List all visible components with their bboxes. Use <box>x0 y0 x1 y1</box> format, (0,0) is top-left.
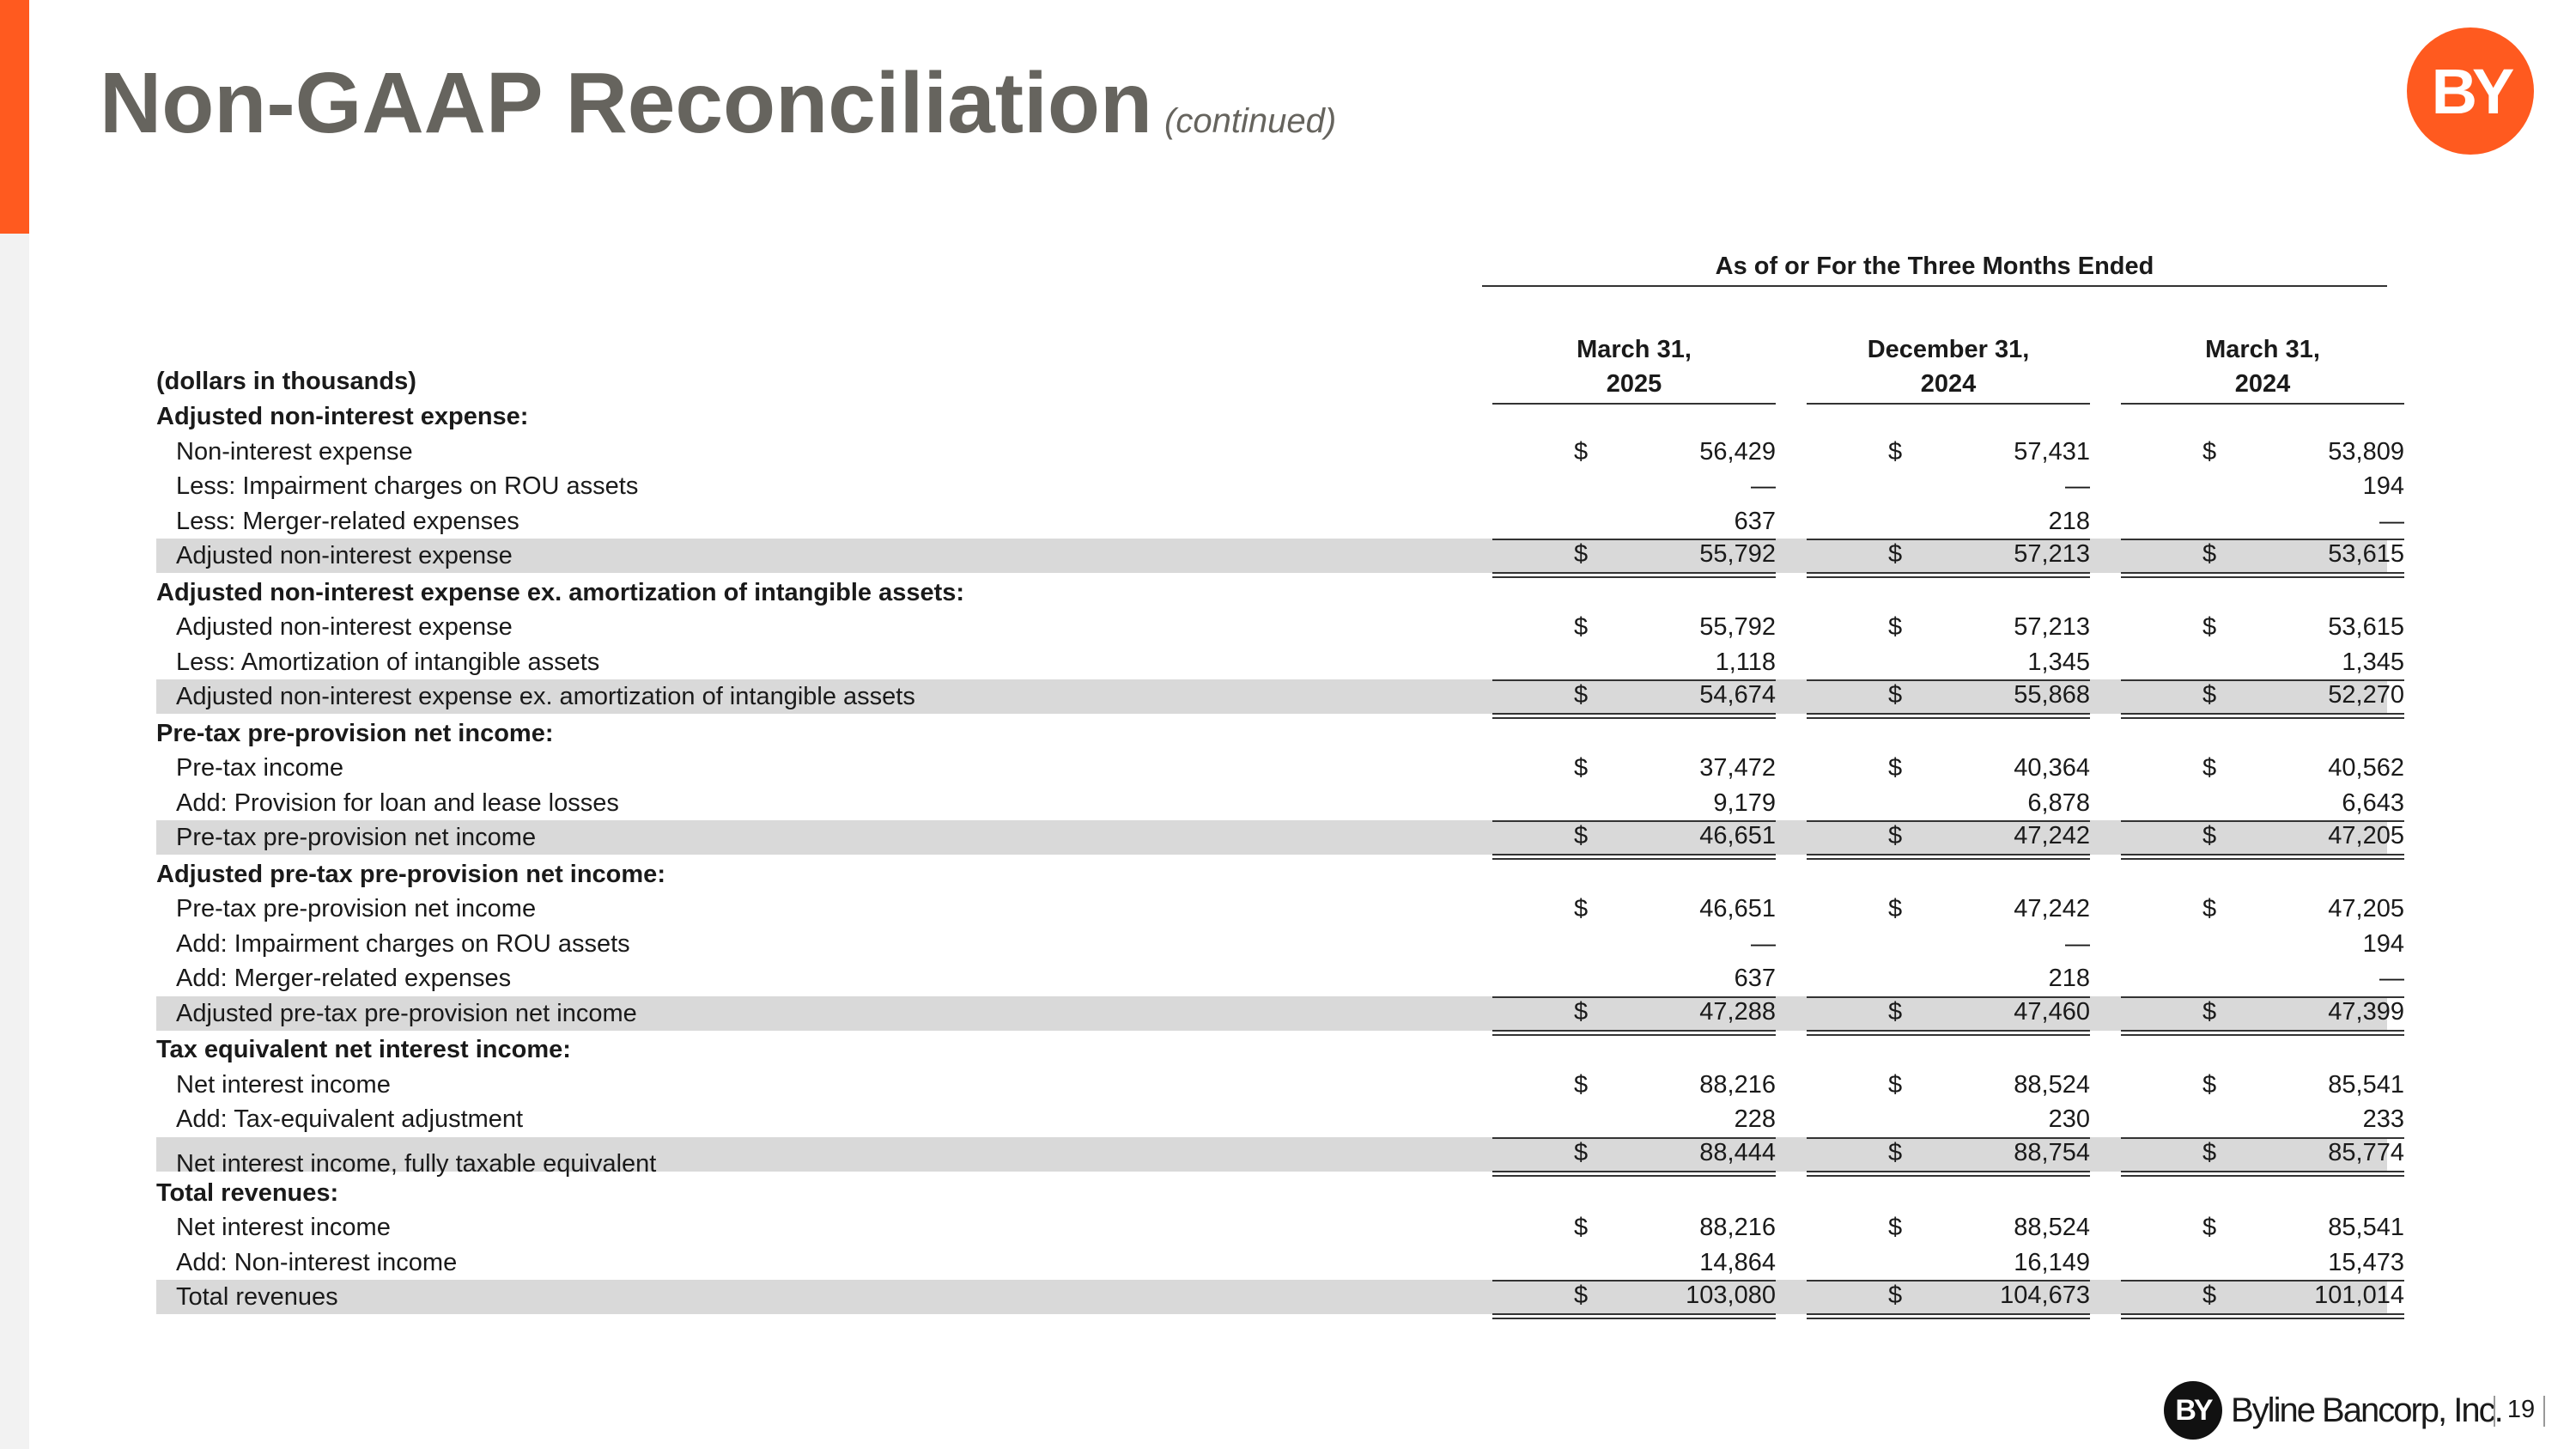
value-cell <box>1807 1249 2090 1278</box>
column-header-1 <box>1492 332 1776 405</box>
value-cell <box>2121 472 2404 502</box>
currency-symbol: $ <box>1888 1138 1903 1166</box>
cell-value: — <box>2379 965 2404 992</box>
row-label: Net interest income <box>176 1070 391 1099</box>
cell-value: 57,213 <box>2014 540 2090 568</box>
currency-symbol: $ <box>1888 822 1903 849</box>
row-label: Add: Impairment charges on ROU assets <box>176 929 630 958</box>
currency-symbol: $ <box>2202 1214 2217 1241</box>
row-label: Add: Non-interest income <box>176 1248 458 1276</box>
total-row <box>0 996 2576 1032</box>
value-cell <box>1807 1280 2090 1314</box>
cell-value: 194 <box>2362 929 2404 958</box>
row-label: Non-interest expense <box>176 437 413 466</box>
row-label: Add: Provision for loan and lease losses <box>176 788 619 817</box>
value-cell <box>2121 438 2404 467</box>
value-cell <box>2121 613 2404 642</box>
currency-symbol: $ <box>1888 997 1903 1026</box>
row-label: Adjusted non-interest expense ex. amortization of intangible assets: <box>156 578 965 606</box>
cell-value: 103,080 <box>1686 1282 1776 1309</box>
table-row <box>0 786 2576 821</box>
table-row <box>0 1210 2576 1245</box>
row-label: Add: Merger-related expenses <box>176 965 512 992</box>
row-label: Less: Amortization of intangible assets <box>176 648 600 676</box>
currency-symbol: $ <box>2202 1070 2217 1099</box>
accent-bar <box>0 0 29 234</box>
cell-value: 37,472 <box>1699 754 1776 782</box>
value-cell <box>1492 1105 1776 1135</box>
row-label: Adjusted pre-tax pre-provision net income <box>176 999 637 1027</box>
value-cell <box>1807 754 2090 783</box>
currency-symbol: $ <box>1888 681 1903 709</box>
currency-symbol: $ <box>1574 754 1589 782</box>
currency-symbol: $ <box>1574 1282 1589 1309</box>
cell-value: 55,868 <box>2014 681 2090 709</box>
value-cell <box>1807 472 2090 502</box>
value-cell <box>2121 648 2404 678</box>
cell-value: 637 <box>1734 507 1776 535</box>
value-cell <box>1492 508 1776 537</box>
row-label: Adjusted pre-tax pre-provision net income: <box>156 860 665 888</box>
cell-value: 1,345 <box>2027 648 2090 676</box>
value-cell <box>2121 1137 2404 1172</box>
column-header-year: 2025 <box>1606 370 1662 398</box>
currency-symbol: $ <box>1574 613 1589 641</box>
value-cell <box>2121 1071 2404 1100</box>
column-header-year: 2024 <box>1920 370 1977 398</box>
value-cell <box>1492 965 1776 994</box>
cell-value: 54,674 <box>1699 681 1776 709</box>
value-cell <box>1492 1071 1776 1100</box>
value-cell <box>2121 679 2404 714</box>
period-header-rule <box>1482 285 2387 287</box>
column-header-2 <box>1807 332 2090 405</box>
cell-value: 1,118 <box>1715 648 1776 676</box>
value-cell <box>1807 613 2090 642</box>
cell-value: 101,014 <box>2314 1282 2404 1309</box>
cell-value: 14,864 <box>1699 1248 1776 1276</box>
value-cell <box>2121 539 2404 573</box>
cell-value: 53,615 <box>2328 613 2404 641</box>
value-cell <box>1807 438 2090 467</box>
cell-value: 637 <box>1734 965 1776 992</box>
section-header-row <box>0 399 2576 435</box>
row-label: Pre-tax pre-provision net income: <box>156 719 554 747</box>
cell-value: 57,213 <box>2014 613 2090 641</box>
currency-symbol: $ <box>1574 1138 1589 1166</box>
currency-symbol: $ <box>2202 681 2217 709</box>
cell-value: 88,444 <box>1699 1138 1776 1166</box>
footer-divider <box>2494 1396 2495 1427</box>
cell-value: — <box>2379 507 2404 535</box>
cell-value: 218 <box>2048 507 2090 535</box>
value-cell <box>1492 648 1776 678</box>
currency-symbol: $ <box>2202 1282 2217 1309</box>
currency-symbol: $ <box>1888 540 1903 568</box>
row-label: Total revenues: <box>156 1178 339 1207</box>
footer-divider <box>2543 1396 2545 1427</box>
cell-value: 46,651 <box>1699 822 1776 849</box>
currency-symbol: $ <box>1888 1214 1903 1241</box>
value-cell <box>1492 1137 1776 1172</box>
cell-value: 104,673 <box>2000 1282 2090 1309</box>
value-cell <box>1492 820 1776 855</box>
cell-value: 47,205 <box>2328 822 2404 849</box>
currency-symbol: $ <box>1888 1282 1903 1309</box>
currency-symbol: $ <box>1574 1070 1589 1099</box>
row-label: Total revenues <box>176 1283 338 1311</box>
cell-value: 228 <box>1734 1105 1776 1133</box>
row-label: Net interest income <box>176 1214 391 1241</box>
currency-symbol: $ <box>1574 895 1589 922</box>
value-cell <box>2121 1214 2404 1243</box>
cell-value: 15,473 <box>2328 1248 2404 1276</box>
section-header-row <box>0 575 2576 611</box>
value-cell <box>1807 930 2090 959</box>
row-label: Less: Impairment charges on ROU assets <box>176 472 639 500</box>
column-header-3 <box>2121 332 2404 405</box>
currency-symbol: $ <box>2202 1138 2217 1166</box>
cell-value: 88,216 <box>1699 1214 1776 1241</box>
currency-symbol: $ <box>2202 997 2217 1026</box>
table-row <box>0 927 2576 962</box>
value-cell <box>1807 648 2090 678</box>
cell-value: 218 <box>2048 965 2090 992</box>
cell-value: 230 <box>2048 1105 2090 1133</box>
value-cell <box>1492 895 1776 924</box>
value-cell <box>1807 508 2090 537</box>
cell-value: 52,270 <box>2328 681 2404 709</box>
column-header-date: December 31, <box>1867 336 2030 363</box>
table-row <box>0 610 2576 645</box>
currency-symbol: $ <box>2202 754 2217 782</box>
column-header-date: March 31, <box>1577 336 1692 363</box>
footer-brand: Byline Bancorp, Inc. <box>2231 1391 2502 1429</box>
total-row <box>0 1280 2576 1315</box>
value-cell <box>1807 539 2090 573</box>
cell-value: 57,431 <box>2014 437 2090 466</box>
value-cell <box>1807 1137 2090 1172</box>
value-cell <box>2121 508 2404 537</box>
currency-symbol: $ <box>2202 613 2217 641</box>
byline-logo-icon: BY <box>2407 27 2534 155</box>
row-label: Net interest income, fully taxable equivalent <box>176 1149 657 1178</box>
title-subtitle: (continued) <box>1164 102 1337 140</box>
total-row <box>0 539 2576 574</box>
cell-value: 6,878 <box>2027 788 2090 817</box>
period-header: As of or For the Three Months Ended <box>1715 253 2154 280</box>
value-cell <box>1492 613 1776 642</box>
value-cell <box>1492 472 1776 502</box>
total-row <box>0 820 2576 855</box>
row-label: Pre-tax pre-provision net income <box>176 895 537 922</box>
value-cell <box>1492 539 1776 573</box>
currency-symbol: $ <box>1888 895 1903 922</box>
footer-logo-icon: BY <box>2164 1381 2222 1440</box>
section-header-row <box>0 1176 2576 1211</box>
value-cell <box>2121 789 2404 819</box>
cell-value: 85,541 <box>2328 1070 2404 1099</box>
total-row <box>0 679 2576 715</box>
cell-value: — <box>1751 472 1776 500</box>
currency-symbol: $ <box>1574 681 1589 709</box>
row-label: Less: Merger-related expenses <box>176 507 519 535</box>
cell-value: 47,205 <box>2328 895 2404 922</box>
value-cell <box>1492 789 1776 819</box>
cell-value: 88,524 <box>2014 1070 2090 1099</box>
title-text: Non-GAAP Reconciliation <box>100 55 1153 151</box>
cell-value: 47,288 <box>1699 997 1776 1026</box>
table-row <box>0 751 2576 786</box>
value-cell <box>1492 438 1776 467</box>
row-label: Tax equivalent net interest income: <box>156 1036 571 1063</box>
value-cell <box>1807 895 2090 924</box>
currency-symbol: $ <box>1888 754 1903 782</box>
cell-value: 55,792 <box>1699 613 1776 641</box>
value-cell <box>1492 930 1776 959</box>
value-cell <box>1492 996 1776 1031</box>
currency-symbol: $ <box>2202 540 2217 568</box>
value-cell <box>2121 820 2404 855</box>
row-label: Pre-tax pre-provision net income <box>176 824 537 851</box>
cell-value: — <box>2065 929 2090 958</box>
value-cell <box>1807 965 2090 994</box>
value-cell <box>2121 1249 2404 1278</box>
table-row <box>0 435 2576 470</box>
table-row <box>0 645 2576 680</box>
table-row <box>0 469 2576 504</box>
cell-value: 55,792 <box>1699 540 1776 568</box>
cell-value: 53,615 <box>2328 540 2404 568</box>
value-cell <box>1807 1071 2090 1100</box>
section-header-row <box>0 1032 2576 1068</box>
column-header-date: March 31, <box>2205 336 2320 363</box>
cell-value: 46,651 <box>1699 895 1776 922</box>
value-cell <box>1492 1249 1776 1278</box>
value-cell <box>1807 679 2090 714</box>
value-cell <box>2121 996 2404 1031</box>
units-label: (dollars in thousands) <box>156 368 416 395</box>
value-cell <box>1807 996 2090 1031</box>
cell-value: 9,179 <box>1713 788 1776 817</box>
row-label: Adjusted non-interest expense <box>176 613 513 641</box>
cell-value: 88,754 <box>2014 1138 2090 1166</box>
value-cell <box>2121 1280 2404 1314</box>
value-cell <box>1492 1214 1776 1243</box>
currency-symbol: $ <box>1574 822 1589 849</box>
currency-symbol: $ <box>1574 540 1589 568</box>
value-cell <box>1492 754 1776 783</box>
page-number: 19 <box>2506 1396 2536 1423</box>
cell-value: 16,149 <box>2014 1248 2090 1276</box>
cell-value: — <box>2065 472 2090 500</box>
cell-value: 40,562 <box>2328 754 2404 782</box>
reconciliation-table <box>0 399 2576 1315</box>
table-row <box>0 1068 2576 1103</box>
value-cell <box>2121 895 2404 924</box>
cell-value: 56,429 <box>1699 437 1776 466</box>
cell-value: 47,460 <box>2014 997 2090 1026</box>
cell-value: 53,809 <box>2328 437 2404 466</box>
total-row <box>0 1137 2576 1178</box>
currency-symbol: $ <box>2202 895 2217 922</box>
currency-symbol: $ <box>1574 1214 1589 1241</box>
currency-symbol: $ <box>2202 437 2217 466</box>
value-cell <box>2121 930 2404 959</box>
value-cell <box>1807 1105 2090 1135</box>
value-cell <box>2121 1105 2404 1135</box>
currency-symbol: $ <box>1574 997 1589 1026</box>
value-cell <box>1807 1214 2090 1243</box>
currency-symbol: $ <box>1888 613 1903 641</box>
cell-value: — <box>1751 929 1776 958</box>
value-cell <box>1807 820 2090 855</box>
page-title <box>100 55 1337 151</box>
row-label: Adjusted non-interest expense: <box>156 403 529 430</box>
row-label: Adjusted non-interest expense <box>176 542 513 569</box>
cell-value: 194 <box>2362 472 2404 500</box>
table-row <box>0 892 2576 927</box>
cell-value: 88,216 <box>1699 1070 1776 1099</box>
column-header-year: 2024 <box>2234 370 2291 398</box>
row-label: Adjusted non-interest expense ex. amortization of intangible assets <box>176 683 915 710</box>
cell-value: 6,643 <box>2342 788 2404 817</box>
row-label: Add: Tax-equivalent adjustment <box>176 1105 524 1133</box>
section-header-row <box>0 716 2576 752</box>
value-cell <box>2121 754 2404 783</box>
cell-value: 47,399 <box>2328 997 2404 1026</box>
cell-value: 85,541 <box>2328 1214 2404 1241</box>
cell-value: 40,364 <box>2014 754 2090 782</box>
value-cell <box>1492 1280 1776 1314</box>
currency-symbol: $ <box>1888 1070 1903 1099</box>
cell-value: 47,242 <box>2014 822 2090 849</box>
table-row <box>0 504 2576 539</box>
section-header-row <box>0 857 2576 892</box>
cell-value: 47,242 <box>2014 895 2090 922</box>
currency-symbol: $ <box>2202 822 2217 849</box>
cell-value: 1,345 <box>2342 648 2404 676</box>
currency-symbol: $ <box>1574 437 1589 466</box>
cell-value: 85,774 <box>2328 1138 2404 1166</box>
table-row <box>0 961 2576 996</box>
table-row <box>0 1245 2576 1281</box>
currency-symbol: $ <box>1888 437 1903 466</box>
table-row <box>0 1102 2576 1137</box>
value-cell <box>1492 679 1776 714</box>
value-cell <box>1807 789 2090 819</box>
cell-value: 233 <box>2362 1105 2404 1133</box>
row-label: Pre-tax income <box>176 754 344 782</box>
cell-value: 88,524 <box>2014 1214 2090 1241</box>
value-cell <box>2121 965 2404 994</box>
